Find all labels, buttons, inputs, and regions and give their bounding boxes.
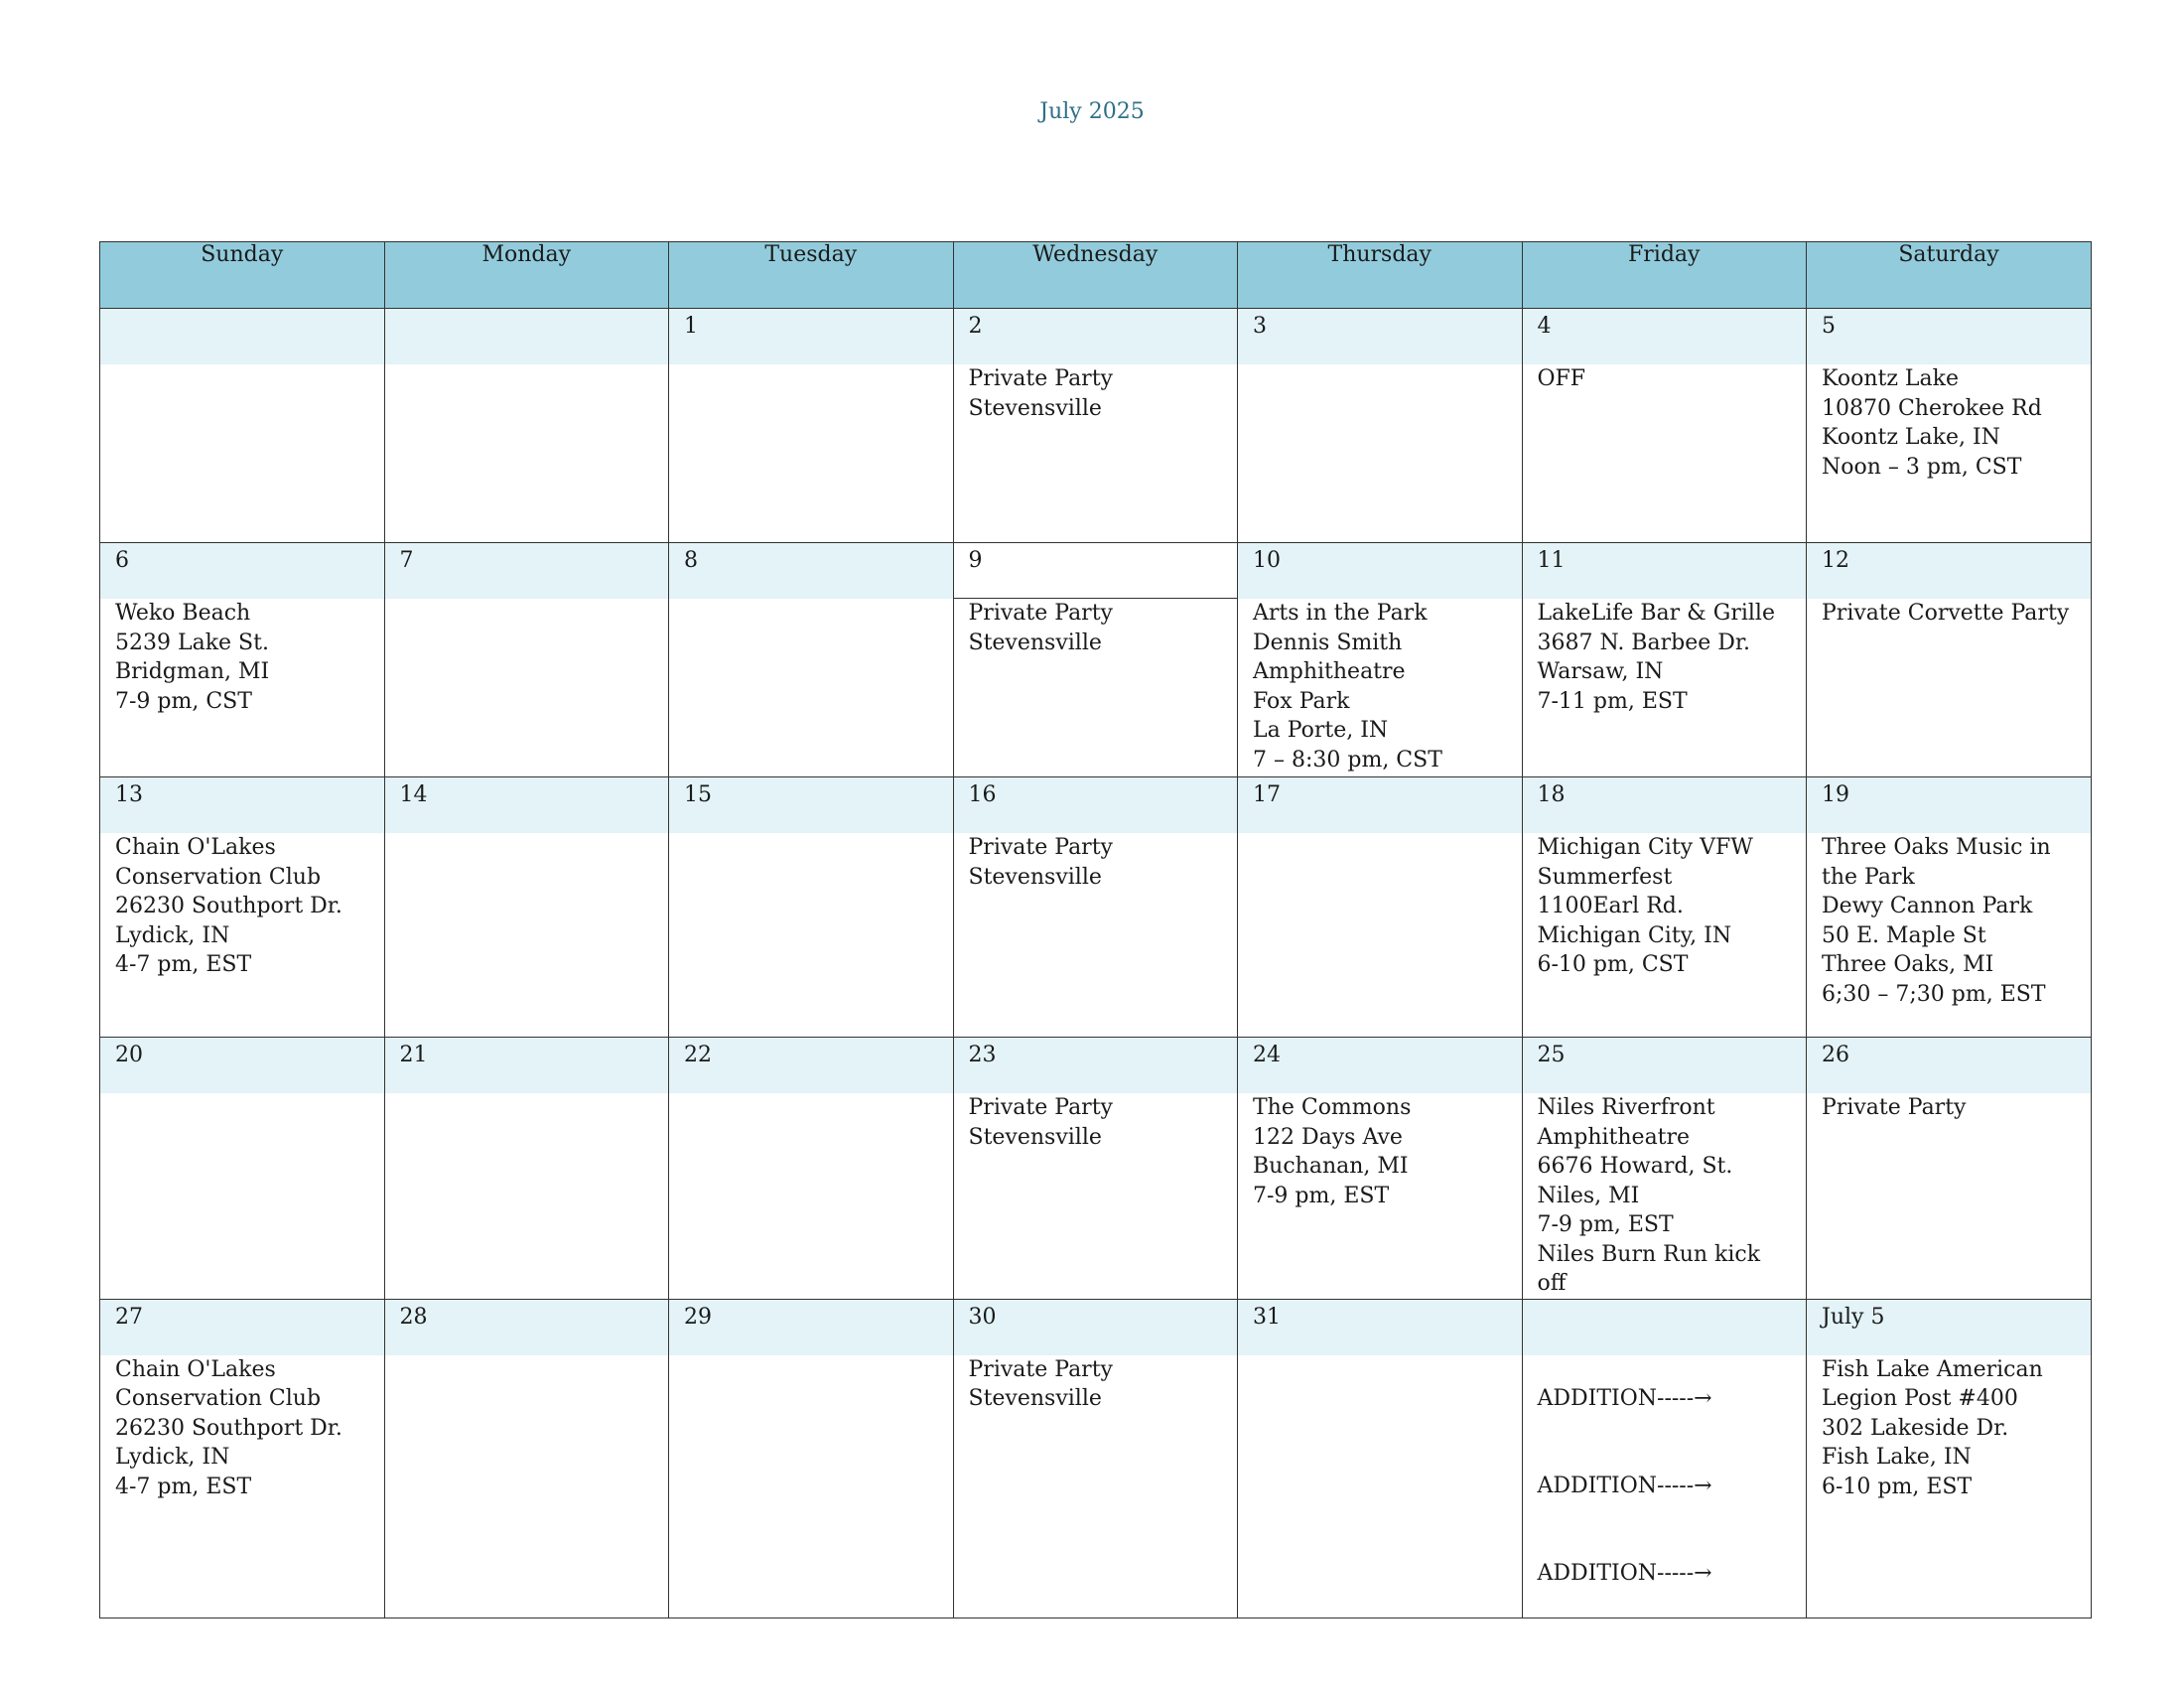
day-cell xyxy=(953,1299,1238,1618)
day-number: 28 xyxy=(385,1300,669,1355)
day-cell xyxy=(1238,1299,1523,1618)
day-event: OFF xyxy=(1537,366,1586,391)
day-cell xyxy=(1807,543,2092,777)
day-number: 10 xyxy=(1238,543,1522,599)
day-cell xyxy=(1522,1299,1807,1618)
day-cell xyxy=(100,777,385,1038)
day-cell xyxy=(1238,777,1523,1038)
day-number: 31 xyxy=(1238,1300,1522,1355)
day-number: 8 xyxy=(669,543,953,599)
day-event: Chain O'Lakes Conservation Club 26230 Southport Dr. Lydick, IN 4-7 pm, EST xyxy=(115,835,342,977)
weekday-thursday: Thursday xyxy=(1238,242,1523,309)
day-event: Koontz Lake 10870 Cherokee Rd Koontz Lake, IN Noon – 3 pm, CST xyxy=(1822,366,2042,480)
day-cell xyxy=(1807,1299,2092,1618)
day-event: Private Party Stevensville xyxy=(968,1095,1113,1150)
day-cell xyxy=(384,777,669,1038)
day-number: 24 xyxy=(1238,1038,1522,1093)
day-number: 25 xyxy=(1523,1038,1807,1093)
day-cell xyxy=(384,1038,669,1300)
day-number: 16 xyxy=(954,777,1238,833)
day-number: 30 xyxy=(954,1300,1238,1355)
day-cell xyxy=(669,543,954,777)
day-event: Michigan City VFW Summerfest 1100Earl Rd. Michigan City, IN 6-10 pm, CST xyxy=(1537,835,1753,977)
weekday-saturday: Saturday xyxy=(1807,242,2092,309)
weekday-tuesday: Tuesday xyxy=(669,242,954,309)
day-cell xyxy=(100,309,385,543)
weekday-sunday: Sunday xyxy=(100,242,385,309)
day-event: Weko Beach 5239 Lake St. Bridgman, MI 7-9 pm, CST xyxy=(115,601,270,714)
day-event: Private Party xyxy=(1822,1095,1967,1120)
day-number: 3 xyxy=(1238,309,1522,364)
day-number: 20 xyxy=(100,1038,384,1093)
day-number: 22 xyxy=(669,1038,953,1093)
day-cell xyxy=(1807,1038,2092,1300)
day-event: Private Corvette Party xyxy=(1822,601,2070,626)
day-cell xyxy=(1522,777,1807,1038)
day-cell xyxy=(1238,1038,1523,1300)
day-cell xyxy=(669,1038,954,1300)
day-number: 9 xyxy=(954,543,1238,599)
weekday-friday: Friday xyxy=(1522,242,1807,309)
day-event: Private Party Stevensville xyxy=(968,835,1113,890)
day-event: Chain O'Lakes Conservation Club 26230 Southport Dr. Lydick, IN 4-7 pm, EST xyxy=(115,1356,342,1499)
day-cell xyxy=(100,1038,385,1300)
day-number xyxy=(100,309,384,364)
day-number: 23 xyxy=(954,1038,1238,1093)
day-cell xyxy=(1238,309,1523,543)
day-event: Private Party Stevensville xyxy=(968,1356,1113,1411)
day-number: 14 xyxy=(385,777,669,833)
day-cell xyxy=(384,543,669,777)
week-row xyxy=(100,1038,2092,1300)
day-event: Niles Riverfront Amphitheatre 6676 Howard, St. Niles, MI 7-9 pm, EST Niles Burn Run kick off xyxy=(1537,1095,1761,1296)
additions-list xyxy=(1523,1355,1807,1618)
day-number: 27 xyxy=(100,1300,384,1355)
addition-note: ADDITION-----→ xyxy=(1537,1386,1712,1411)
day-number: 1 xyxy=(669,309,953,364)
day-cell xyxy=(100,543,385,777)
day-number: 18 xyxy=(1523,777,1807,833)
day-number: 7 xyxy=(385,543,669,599)
weekday-wednesday: Wednesday xyxy=(953,242,1238,309)
day-cell xyxy=(1522,309,1807,543)
weekday-header-row xyxy=(100,242,2092,309)
day-cell xyxy=(100,1299,385,1618)
day-number: 15 xyxy=(669,777,953,833)
calendar-table xyxy=(99,241,2092,1618)
calendar-title: July 2025 xyxy=(1039,99,1145,124)
day-cell xyxy=(1522,1038,1807,1300)
day-cell xyxy=(953,1038,1238,1300)
addition-note: ADDITION-----→ xyxy=(1537,1474,1712,1498)
day-cell xyxy=(384,1299,669,1618)
day-cell xyxy=(669,309,954,543)
week-row xyxy=(100,777,2092,1038)
day-cell xyxy=(953,543,1238,777)
day-number: 5 xyxy=(1807,309,2091,364)
day-number: 6 xyxy=(100,543,384,599)
day-number: 21 xyxy=(385,1038,669,1093)
week-row xyxy=(100,1299,2092,1618)
day-event: Private Party Stevensville xyxy=(968,366,1113,421)
day-event: Fish Lake American Legion Post #400 302 Lakeside Dr. Fish Lake, IN 6-10 pm, EST xyxy=(1822,1356,2043,1499)
addition-note: ADDITION-----→ xyxy=(1537,1561,1712,1586)
day-event: The Commons 122 Days Ave Buchanan, MI 7-9 pm, EST xyxy=(1253,1095,1412,1208)
day-number xyxy=(1523,1300,1807,1355)
day-event: Arts in the Park Dennis Smith Amphitheatre Fox Park La Porte, IN 7 – 8:30 pm, CST xyxy=(1253,601,1442,773)
day-cell xyxy=(669,777,954,1038)
day-cell xyxy=(953,777,1238,1038)
day-cell xyxy=(384,309,669,543)
day-event: LakeLife Bar & Grille 3687 N. Barbee Dr. Warsaw, IN 7-11 pm, EST xyxy=(1537,601,1775,714)
day-cell xyxy=(953,309,1238,543)
day-cell xyxy=(1238,543,1523,777)
week-row xyxy=(100,543,2092,777)
weekday-monday: Monday xyxy=(384,242,669,309)
day-cell xyxy=(1807,777,2092,1038)
day-number: 17 xyxy=(1238,777,1522,833)
day-number: 13 xyxy=(100,777,384,833)
day-number: 26 xyxy=(1807,1038,2091,1093)
day-number: 19 xyxy=(1807,777,2091,833)
day-number: 12 xyxy=(1807,543,2091,599)
day-number: 11 xyxy=(1523,543,1807,599)
day-number: 2 xyxy=(954,309,1238,364)
day-number: 4 xyxy=(1523,309,1807,364)
day-number: July 5 xyxy=(1807,1300,2091,1355)
day-cell xyxy=(669,1299,954,1618)
day-number: 29 xyxy=(669,1300,953,1355)
day-cell xyxy=(1522,543,1807,777)
week-row xyxy=(100,309,2092,543)
day-cell xyxy=(1807,309,2092,543)
day-event: Three Oaks Music in the Park Dewy Cannon Park 50 E. Maple St Three Oaks, MI 6;30 – 7;30 pm, EST xyxy=(1822,835,2051,1007)
day-event: Private Party Stevensville xyxy=(968,601,1113,655)
day-number xyxy=(385,309,669,364)
